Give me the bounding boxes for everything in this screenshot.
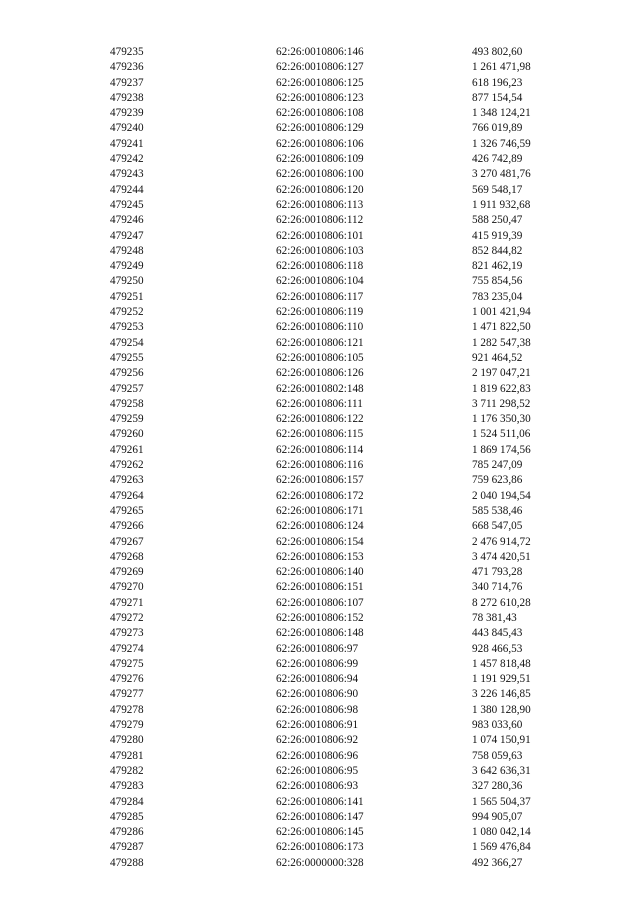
row-id: 479239 — [110, 107, 144, 120]
row-id: 479245 — [110, 198, 144, 211]
cadastral-amount: 877 154,54 — [472, 91, 523, 104]
row-id: 479286 — [110, 826, 144, 839]
cadastral-number: 62:26:0010806:109 — [276, 153, 364, 166]
row-id: 479270 — [110, 581, 144, 594]
row-id: 479281 — [110, 749, 144, 762]
row-id: 479259 — [110, 413, 144, 426]
row-id: 479255 — [110, 351, 144, 364]
table-row — [0, 825, 640, 840]
row-id: 479263 — [110, 474, 144, 487]
row-id: 479241 — [110, 137, 144, 150]
cadastral-amount: 1 565 504,37 — [472, 795, 531, 808]
row-id: 479287 — [110, 841, 144, 854]
table-row — [0, 259, 640, 274]
row-id: 479265 — [110, 504, 144, 517]
table-row — [0, 489, 640, 504]
cadastral-number: 62:26:0010806:124 — [276, 520, 364, 533]
cadastral-number: 62:26:0010806:98 — [276, 703, 359, 716]
table-row — [0, 152, 640, 167]
table-row — [0, 76, 640, 91]
cadastral-amount: 994 905,07 — [472, 810, 523, 823]
table-row — [0, 596, 640, 611]
row-id: 479244 — [110, 183, 144, 196]
table-row — [0, 213, 640, 228]
cadastral-amount: 668 547,05 — [472, 520, 523, 533]
cadastral-number: 62:26:0010806:108 — [276, 107, 364, 120]
cadastral-number: 62:26:0010806:140 — [276, 566, 364, 579]
cadastral-amount: 1 176 350,30 — [472, 413, 531, 426]
cadastral-amount: 569 548,17 — [472, 183, 523, 196]
cadastral-amount: 1 524 511,06 — [472, 428, 531, 441]
cadastral-number: 62:26:0010802:148 — [276, 382, 364, 395]
cadastral-number: 62:26:0010806:118 — [276, 260, 364, 273]
cadastral-amount: 928 466,53 — [472, 642, 523, 655]
table-row — [0, 167, 640, 182]
row-id: 479264 — [110, 489, 144, 502]
table-row — [0, 336, 640, 351]
table-row — [0, 305, 640, 320]
cadastral-amount: 1 326 746,59 — [472, 137, 531, 150]
row-id: 479256 — [110, 367, 144, 380]
table-row — [0, 626, 640, 641]
cadastral-amount: 758 059,63 — [472, 749, 523, 762]
cadastral-amount: 1 282 547,38 — [472, 336, 531, 349]
table-row — [0, 672, 640, 687]
table-row — [0, 274, 640, 289]
cadastral-number: 62:26:0010806:123 — [276, 91, 364, 104]
cadastral-number: 62:26:0010806:105 — [276, 351, 364, 364]
table-row — [0, 45, 640, 60]
cadastral-number: 62:26:0010806:153 — [276, 550, 364, 563]
table-row — [0, 611, 640, 626]
cadastral-amount: 3 226 146,85 — [472, 688, 531, 701]
row-id: 479237 — [110, 76, 144, 89]
cadastral-number: 62:26:0010806:126 — [276, 367, 364, 380]
table-row — [0, 443, 640, 458]
row-id: 479254 — [110, 336, 144, 349]
cadastral-number: 62:26:0010806:100 — [276, 168, 364, 181]
cadastral-amount: 426 742,89 — [472, 153, 523, 166]
row-id: 479283 — [110, 780, 144, 793]
table-row — [0, 351, 640, 366]
row-id: 479269 — [110, 566, 144, 579]
cadastral-amount: 1 074 150,91 — [472, 734, 531, 747]
table-row — [0, 106, 640, 121]
cadastral-number: 62:26:0010806:171 — [276, 504, 364, 517]
cadastral-number: 62:26:0010806:146 — [276, 46, 364, 58]
cadastral-number: 62:26:0010806:127 — [276, 61, 364, 74]
cadastral-amount: 78 381,43 — [472, 611, 517, 624]
table-row — [0, 565, 640, 580]
cadastral-number: 62:26:0010806:173 — [276, 841, 364, 854]
table-row — [0, 320, 640, 335]
row-id: 479253 — [110, 321, 144, 334]
row-id: 479261 — [110, 443, 144, 456]
cadastral-number: 62:26:0000000:328 — [276, 856, 364, 869]
cadastral-number: 62:26:0010806:147 — [276, 810, 364, 823]
row-id: 479280 — [110, 734, 144, 747]
cadastral-number: 62:26:0010806:116 — [276, 459, 364, 472]
cadastral-number: 62:26:0010806:172 — [276, 489, 364, 502]
row-id: 479240 — [110, 122, 144, 135]
cadastral-amount: 340 714,76 — [472, 581, 523, 594]
table-row — [0, 764, 640, 779]
row-id: 479284 — [110, 795, 144, 808]
row-id: 479271 — [110, 596, 144, 609]
row-id: 479273 — [110, 627, 144, 640]
table-row — [0, 749, 640, 764]
row-id: 479278 — [110, 703, 144, 716]
row-id: 479238 — [110, 91, 144, 104]
table-row — [0, 137, 640, 152]
cadastral-amount: 585 538,46 — [472, 504, 523, 517]
cadastral-amount: 8 272 610,28 — [472, 596, 531, 609]
row-id: 479282 — [110, 764, 144, 777]
cadastral-number: 62:26:0010806:145 — [276, 826, 364, 839]
cadastral-number: 62:26:0010806:154 — [276, 535, 364, 548]
cadastral-amount: 1 080 042,14 — [472, 826, 531, 839]
table-row — [0, 60, 640, 75]
cadastral-amount: 1 471 822,50 — [472, 321, 531, 334]
table-row — [0, 473, 640, 488]
row-id: 479260 — [110, 428, 144, 441]
cadastral-number: 62:26:0010806:97 — [276, 642, 359, 655]
row-id: 479288 — [110, 856, 144, 869]
cadastral-number: 62:26:0010806:113 — [276, 198, 364, 211]
table-row — [0, 244, 640, 259]
table-row — [0, 550, 640, 565]
table-row — [0, 703, 640, 718]
row-id: 479275 — [110, 657, 144, 670]
cadastral-amount: 493 802,60 — [472, 46, 523, 58]
cadastral-number: 62:26:0010806:151 — [276, 581, 364, 594]
cadastral-amount: 3 711 298,52 — [472, 397, 531, 410]
cadastral-amount: 1 911 932,68 — [472, 198, 531, 211]
table-row — [0, 504, 640, 519]
table-row — [0, 121, 640, 136]
table-row — [0, 183, 640, 198]
cadastral-amount: 852 844,82 — [472, 244, 523, 257]
cadastral-number: 62:26:0010806:148 — [276, 627, 364, 640]
cadastral-amount: 443 845,43 — [472, 627, 523, 640]
cadastral-number: 62:26:0010806:114 — [276, 443, 364, 456]
cadastral-amount: 618 196,23 — [472, 76, 523, 89]
cadastral-number: 62:26:0010806:103 — [276, 244, 364, 257]
table-row — [0, 458, 640, 473]
cadastral-number: 62:26:0010806:96 — [276, 749, 359, 762]
table-row — [0, 290, 640, 305]
cadastral-number: 62:26:0010806:99 — [276, 657, 359, 670]
cadastral-amount: 755 854,56 — [472, 275, 523, 288]
row-id: 479242 — [110, 153, 144, 166]
row-id: 479250 — [110, 275, 144, 288]
table-row — [0, 657, 640, 672]
cadastral-amount: 415 919,39 — [472, 229, 523, 242]
cadastral-amount: 2 476 914,72 — [472, 535, 531, 548]
cadastral-number: 62:26:0010806:125 — [276, 76, 364, 89]
cadastral-number: 62:26:0010806:157 — [276, 474, 364, 487]
row-id: 479236 — [110, 61, 144, 74]
cadastral-amount: 766 019,89 — [472, 122, 523, 135]
cadastral-number: 62:26:0010806:95 — [276, 764, 359, 777]
cadastral-amount: 1 819 622,83 — [472, 382, 531, 395]
cadastral-number: 62:26:0010806:104 — [276, 275, 364, 288]
cadastral-amount: 921 464,52 — [472, 351, 523, 364]
row-id: 479251 — [110, 290, 144, 303]
row-id: 479248 — [110, 244, 144, 257]
cadastral-amount: 1 457 818,48 — [472, 657, 531, 670]
row-id: 479243 — [110, 168, 144, 181]
cadastral-number: 62:26:0010806:110 — [276, 321, 364, 334]
table-row — [0, 91, 640, 106]
table-row — [0, 427, 640, 442]
table-row — [0, 229, 640, 244]
cadastral-amount: 3 270 481,76 — [472, 168, 531, 181]
table-row — [0, 366, 640, 381]
table-row — [0, 382, 640, 397]
cadastral-amount: 785 247,09 — [472, 459, 523, 472]
cadastral-amount: 821 462,19 — [472, 260, 523, 273]
row-id: 479252 — [110, 306, 144, 319]
cadastral-amount: 3 642 636,31 — [472, 764, 531, 777]
row-id: 479279 — [110, 719, 144, 732]
row-id: 479267 — [110, 535, 144, 548]
cadastral-number: 62:26:0010806:92 — [276, 734, 359, 747]
row-id: 479249 — [110, 260, 144, 273]
table-row — [0, 519, 640, 534]
row-id: 479272 — [110, 611, 144, 624]
cadastral-number: 62:26:0010806:93 — [276, 780, 359, 793]
table-row — [0, 795, 640, 810]
cadastral-amount: 1 380 128,90 — [472, 703, 531, 716]
table-row — [0, 397, 640, 412]
cadastral-amount: 3 474 420,51 — [472, 550, 531, 563]
row-id: 479274 — [110, 642, 144, 655]
cadastral-amount: 1 191 929,51 — [472, 673, 531, 686]
cadastral-number: 62:26:0010806:106 — [276, 137, 364, 150]
cadastral-amount: 1 348 124,21 — [472, 107, 531, 120]
table-row — [0, 687, 640, 702]
table-row — [0, 840, 640, 855]
cadastral-number: 62:26:0010806:107 — [276, 596, 364, 609]
cadastral-number: 62:26:0010806:101 — [276, 229, 364, 242]
cadastral-number: 62:26:0010806:120 — [276, 183, 364, 196]
cadastral-number: 62:26:0010806:129 — [276, 122, 364, 135]
cadastral-number: 62:26:0010806:119 — [276, 306, 364, 319]
cadastral-number: 62:26:0010806:117 — [276, 290, 364, 303]
cadastral-amount: 2 040 194,54 — [472, 489, 531, 502]
cadastral-amount: 471 793,28 — [472, 566, 523, 579]
cadastral-amount: 1 261 471,98 — [472, 61, 531, 74]
row-id: 479257 — [110, 382, 144, 395]
cadastral-amount: 327 280,36 — [472, 780, 523, 793]
cadastral-value-table — [0, 45, 640, 871]
table-row — [0, 733, 640, 748]
row-id: 479268 — [110, 550, 144, 563]
cadastral-number: 62:26:0010806:152 — [276, 611, 364, 624]
cadastral-amount: 1 569 476,84 — [472, 841, 531, 854]
cadastral-amount: 983 033,60 — [472, 719, 523, 732]
table-row — [0, 718, 640, 733]
cadastral-amount: 492 366,27 — [472, 856, 523, 869]
row-id: 479258 — [110, 397, 144, 410]
cadastral-number: 62:26:0010806:94 — [276, 673, 359, 686]
table-row — [0, 856, 640, 871]
table-row — [0, 580, 640, 595]
cadastral-number: 62:26:0010806:121 — [276, 336, 364, 349]
table-row — [0, 535, 640, 550]
cadastral-number: 62:26:0010806:115 — [276, 428, 364, 441]
cadastral-number: 62:26:0010806:90 — [276, 688, 359, 701]
cadastral-amount: 1 869 174,56 — [472, 443, 531, 456]
table-row — [0, 198, 640, 213]
cadastral-amount: 1 001 421,94 — [472, 306, 531, 319]
cadastral-number: 62:26:0010806:112 — [276, 214, 364, 227]
cadastral-number: 62:26:0010806:141 — [276, 795, 364, 808]
row-id: 479285 — [110, 810, 144, 823]
table-row — [0, 642, 640, 657]
cadastral-amount: 588 250,47 — [472, 214, 523, 227]
row-id: 479262 — [110, 459, 144, 472]
cadastral-amount: 2 197 047,21 — [472, 367, 531, 380]
cadastral-number: 62:26:0010806:122 — [276, 413, 364, 426]
row-id: 479276 — [110, 673, 144, 686]
cadastral-number: 62:26:0010806:91 — [276, 719, 359, 732]
row-id: 479277 — [110, 688, 144, 701]
row-id: 479247 — [110, 229, 144, 242]
row-id: 479266 — [110, 520, 144, 533]
table-row — [0, 779, 640, 794]
table-row — [0, 412, 640, 427]
row-id: 479246 — [110, 214, 144, 227]
cadastral-amount: 783 235,04 — [472, 290, 523, 303]
cadastral-number: 62:26:0010806:111 — [276, 397, 363, 410]
table-row — [0, 810, 640, 825]
row-id: 479235 — [110, 46, 144, 58]
cadastral-amount: 759 623,86 — [472, 474, 523, 487]
